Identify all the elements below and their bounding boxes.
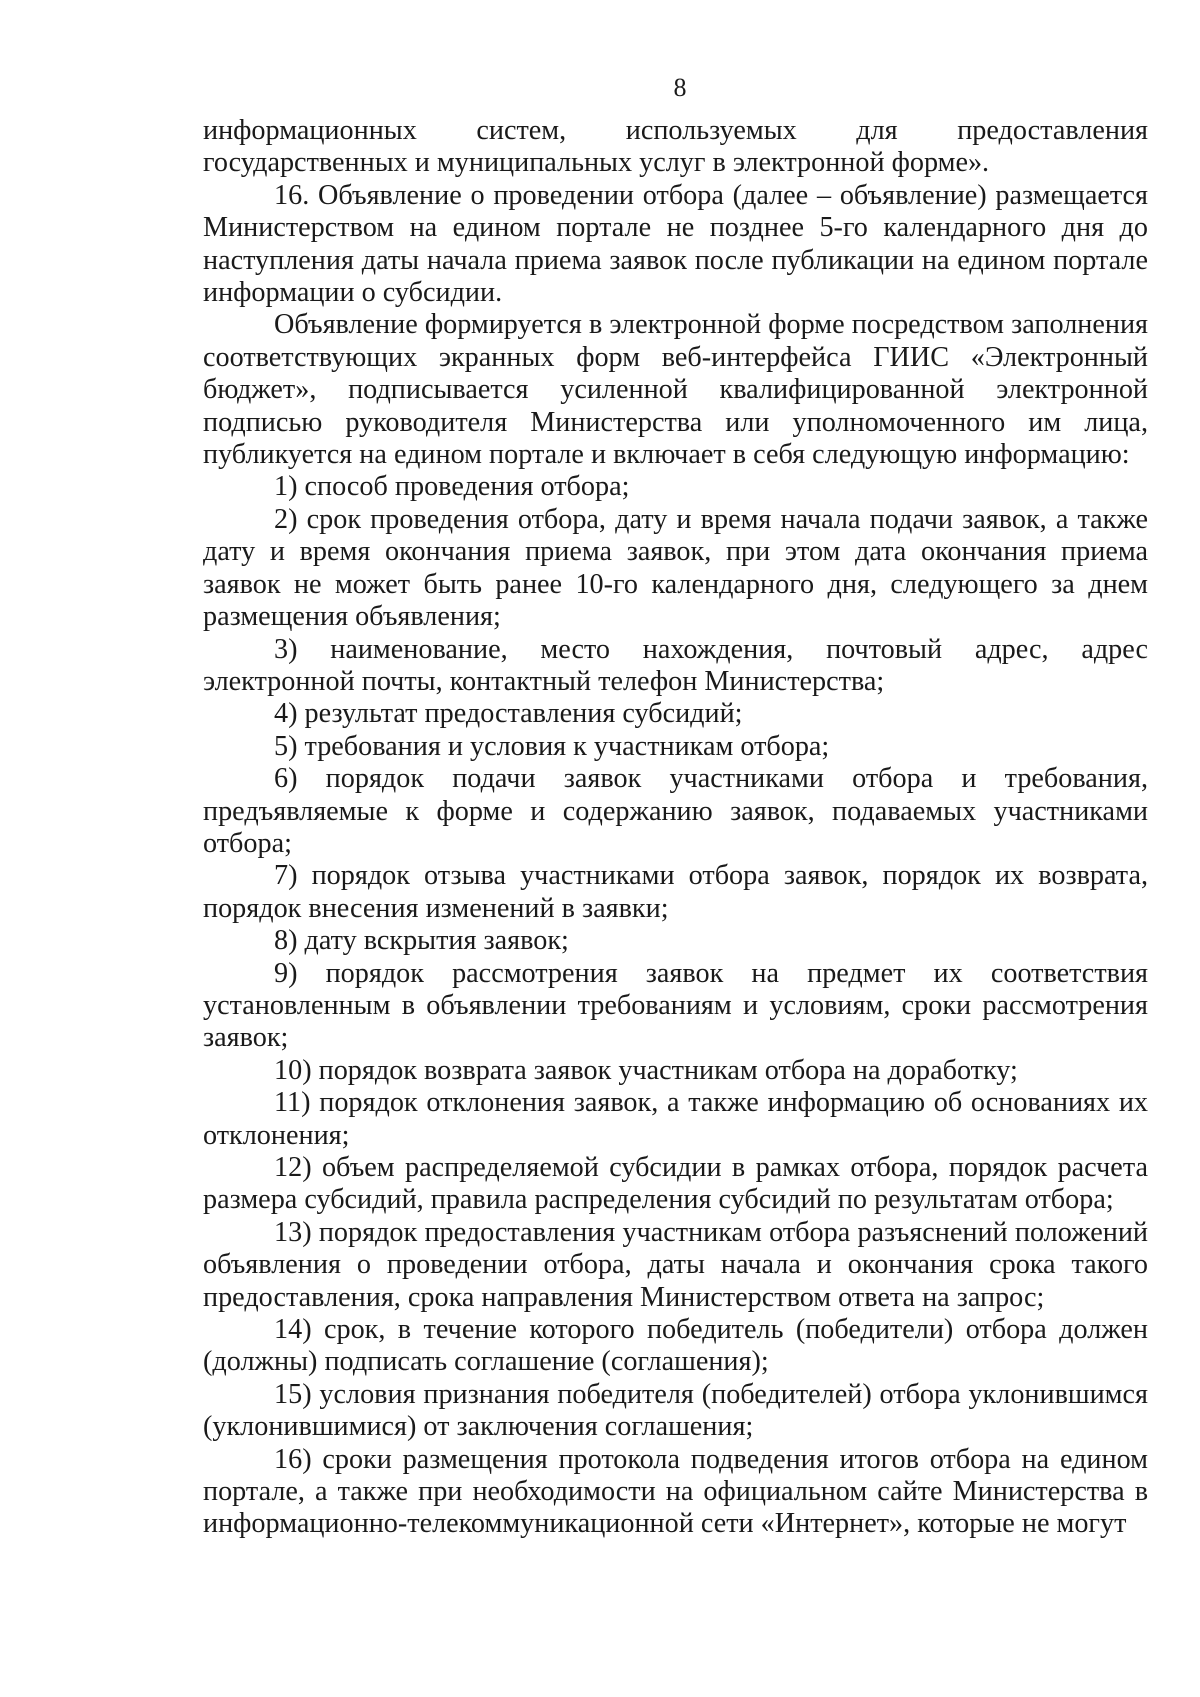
list-item-5: 5) требования и условия к участникам отбора; bbox=[274, 730, 830, 762]
list-item-14: 14) срок, в течение которого победитель (победители) отбора должен (должны) подписать соглашение (соглашения); bbox=[203, 1314, 1148, 1378]
page-number: 8 bbox=[673, 73, 687, 102]
list-item-13: 13) порядок предоставления участникам отбора разъяснений положений объявления о проведении отбора, даты начала и окончания срока такого предоставления, срока направления Министерством ответа на запрос; bbox=[203, 1216, 1148, 1313]
list-item-7: 7) порядок отзыва участниками отбора заявок, порядок их возврата, порядок внесения изменений в заявки; bbox=[203, 860, 1148, 924]
list-item-4: 4) результат предоставления субсидий; bbox=[274, 698, 743, 730]
paragraph-announcement-contents: Объявление формируется в электронной форме посредством заполнения соответствующих экранных форм веб-интерфейса ГИИС «Электронный бюджет», подписывается усиленной квалифицированной электронной подписью руководителя Министерства или уполномоченного им лица, публикуется на едином портале и включает в себя следующую информацию: bbox=[203, 309, 1148, 471]
list-item-1: 1) способ проведения отбора; bbox=[274, 471, 630, 503]
list-item-16: 16) сроки размещения протокола подведения итогов отбора на едином портале, а также при необходимости на официальном сайте Министерства в информационно-телекоммуникационной сети «Интернет», которые не могут bbox=[203, 1443, 1148, 1540]
list-item-15: 15) условия признания победителя (победителей) отбора уклонившимся (уклонившимися) от заключения соглашения; bbox=[203, 1378, 1148, 1443]
list-item-3: 3) наименование, место нахождения, почтовый адрес, адрес электронной почты, контактный телефон Министерства; bbox=[203, 633, 1148, 697]
list-item-12: 12) объем распределяемой субсидии в рамках отбора, порядок расчета размера субсидий, правила распределения субсидий по результатам отбора; bbox=[203, 1152, 1148, 1216]
paragraph-continuation: информационных систем, используемых для предоставления государственных и муниципальных услуг в электронной форме». bbox=[203, 115, 1148, 179]
paragraph-clause-16: 16. Объявление о проведении отбора (далее – объявление) размещается Министерством на едином портале не позднее 5-го календарного дня до наступления даты начала приема заявок после публикации на едином портале информации о субсидии. bbox=[203, 179, 1148, 309]
list-item-2: 2) срок проведения отбора, дату и время начала подачи заявок, а также дату и время окончания приема заявок, при этом дата окончания приема заявок не может быть ранее 10-го календарного дня, следующего за днем размещения объявления; bbox=[203, 503, 1148, 633]
list-item-10: 10) порядок возврата заявок участникам отбора на доработку; bbox=[274, 1054, 1018, 1086]
document-body bbox=[203, 115, 1148, 1541]
list-item-8: 8) дату вскрытия заявок; bbox=[274, 925, 569, 957]
list-item-6: 6) порядок подачи заявок участниками отбора и требования, предъявляемые к форме и содержанию заявок, подаваемых участниками отбора; bbox=[203, 763, 1148, 859]
list-item-11: 11) порядок отклонения заявок, а также информацию об основаниях их отклонения; bbox=[203, 1087, 1148, 1151]
list-item-9: 9) порядок рассмотрения заявок на предмет их соответствия установленным в объявлении требованиям и условиям, сроки рассмотрения заявок; bbox=[203, 957, 1148, 1054]
